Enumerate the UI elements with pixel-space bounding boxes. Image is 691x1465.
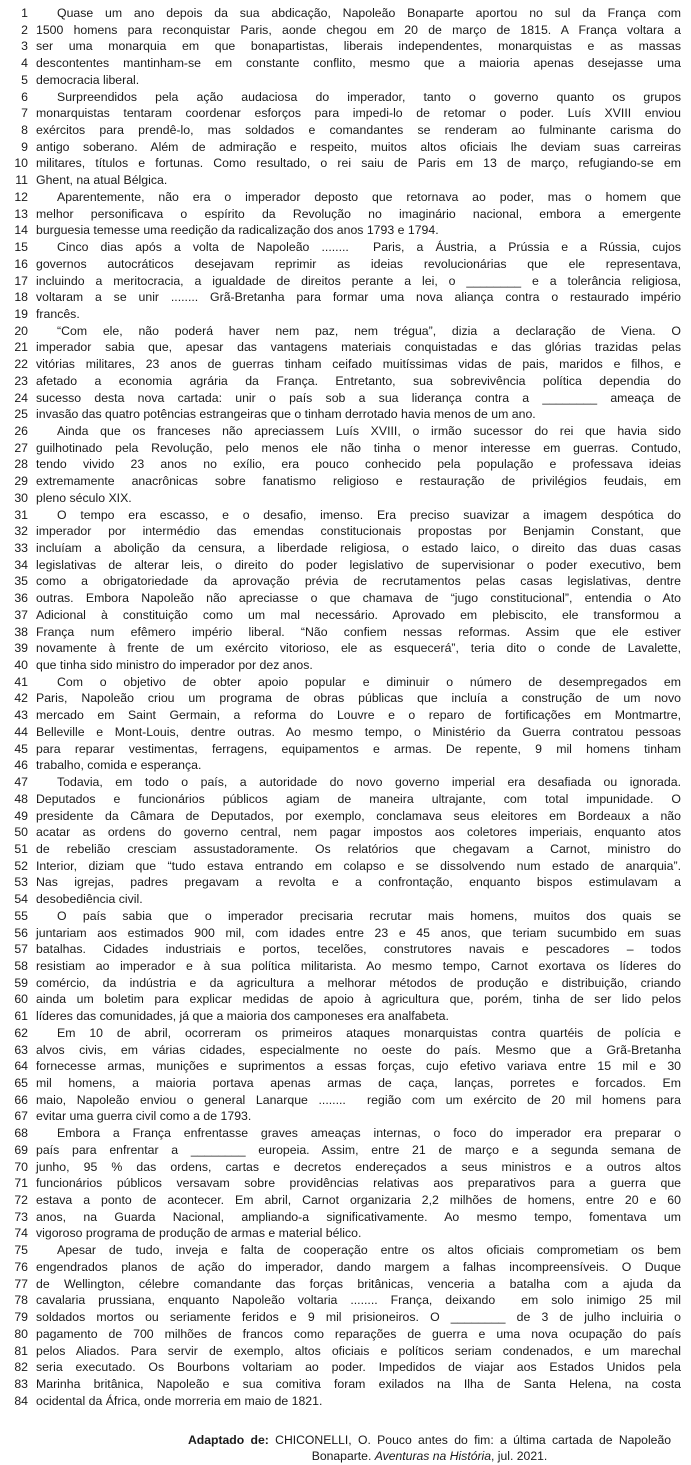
text-line — [8, 573, 681, 590]
line-number: 30 — [14, 490, 28, 505]
text-line — [8, 1159, 681, 1176]
line-number: 11 — [15, 173, 28, 188]
line-text: Apesar de tudo, inveja e falta de cooperação entre os altos oficiais comprometiam os bem — [57, 1243, 681, 1258]
line-text: resistiam ao imperador e à sua política militarista. Ao mesmo tempo, Carnot exortava os líderes do — [36, 958, 681, 973]
line-text: estava a ponto de acontecer. Em abril, Carnot organizaria 2,2 milhões de homens, entre 20 e 60 — [36, 1193, 681, 1208]
text-line — [8, 707, 681, 724]
line-text: Adicional à constituição como um mal necessário. Aprovado em plebiscito, ele transformou a — [36, 607, 681, 622]
line-number: 47 — [14, 775, 28, 790]
text-line — [8, 1309, 681, 1326]
line-text: como a obrigatoriedade da aprovação prévia de recrutamentos pelas casas legislativas, dentre — [36, 574, 681, 589]
line-text: exércitos para prendê-lo, mas soldados e comandantes se renderam ao fulminante carisma do — [36, 123, 681, 138]
line-number: 2 — [21, 22, 28, 37]
text-line — [8, 958, 681, 975]
line-text: pleno século XIX. — [36, 490, 132, 505]
line-text: mercado em Saint Germain, a reforma do Louvre e o reparo de fortificações em Montmartre, — [36, 708, 681, 723]
text-line — [8, 373, 681, 390]
line-text: antigo soberano. Além de admiração e respeito, muitos altos oficiais lhe deviam suas carreiras — [36, 139, 681, 154]
line-number: 71 — [14, 1176, 28, 1191]
line-number: 27 — [14, 440, 28, 455]
text-line — [8, 172, 681, 189]
line-text: soldados mortos ou seriamente feridos e 9 mil prisioneiros. O ________ de 3 de julho incluiria o — [36, 1310, 681, 1325]
line-number: 53 — [14, 875, 28, 890]
text-line — [8, 1058, 681, 1075]
line-text: de Wellington, célebre comandante das forças britânicas, venceria a batalha com a ajuda da — [36, 1276, 681, 1291]
text-line — [8, 590, 681, 607]
line-text: legislativas de alterar leis, o direito do poder legislativo de supervisionar o poder executivo, bem — [36, 557, 681, 572]
line-number: 77 — [14, 1276, 28, 1291]
text-line — [8, 908, 681, 925]
line-text: anos, na Guarda Nacional, ampliando-a significativamente. Ao mesmo tempo, fomentava um — [36, 1209, 681, 1224]
text-line — [8, 640, 681, 657]
line-text: trabalho, comida e esperança. — [36, 758, 202, 773]
text-line — [8, 774, 681, 791]
line-number: 73 — [14, 1209, 28, 1224]
line-text: fornecesse armas, munições e suprimentos a essas forças, cujo efetivo variava entre 15 mil e 30 — [36, 1059, 681, 1074]
line-number: 44 — [14, 724, 28, 739]
line-number: 22 — [14, 357, 28, 372]
text-line — [8, 1359, 681, 1376]
line-text: engendrados planos de ação do imperador, dando margem a falhas incompreensíveis. O Duque — [36, 1259, 681, 1274]
text-line — [8, 1343, 681, 1360]
line-number: 64 — [14, 1059, 28, 1074]
line-text: O tempo era escasso, e o desafio, imenso. Era preciso suavizar a imagem despótica do — [57, 507, 681, 522]
line-number: 62 — [14, 1025, 28, 1040]
text-line — [8, 1376, 681, 1393]
line-number: 16 — [14, 256, 28, 271]
line-number: 20 — [14, 323, 28, 338]
line-text: Surpreendidos pela ação audaciosa do imperador, tanto o governo quanto os grupos — [57, 89, 681, 104]
line-number: 26 — [14, 423, 28, 438]
line-text: tendo vivido 23 anos no exílio, era pouco conhecido pela população e professava ideias — [36, 457, 681, 472]
line-text: acatar as ordens do governo central, nem pagar impostos aos coletores imperiais, enquanto atos — [36, 825, 681, 840]
line-number: 74 — [14, 1226, 28, 1241]
line-number: 76 — [14, 1259, 28, 1274]
line-number: 59 — [14, 975, 28, 990]
line-text: burguesia temesse uma reedição da radicalização dos anos 1793 e 1794. — [36, 223, 439, 238]
line-number: 36 — [14, 591, 28, 606]
line-text: batalhas. Cidades industriais e portos, tecelões, construtores navais e pescadores – todos — [36, 942, 681, 957]
line-text: militares, títulos e fortunas. Como resultado, o rei saiu de Paris em 13 de março, refugiando-se em — [36, 156, 681, 171]
line-number: 33 — [14, 541, 28, 555]
line-number: 34 — [14, 557, 28, 572]
line-number: 38 — [14, 624, 28, 639]
text-line — [8, 406, 681, 423]
text-line — [8, 456, 681, 473]
text-line — [8, 975, 681, 992]
line-number: 37 — [14, 607, 28, 622]
text-line — [8, 423, 681, 440]
text-line — [8, 256, 681, 273]
line-text: junho, 95 % das ordens, cartas e decretos endereçados a seus ministros e a outros altos — [36, 1159, 681, 1174]
text-line — [8, 841, 681, 858]
line-text: incluíam a abolição da censura, a liberdade religiosa, o estado laico, o direito das duas casas — [36, 541, 681, 555]
line-text: monarquistas tentaram coordenar esforços para impedi-lo de retomar o poder. Luís XVIII enviou — [36, 106, 681, 121]
line-number: 39 — [14, 641, 28, 656]
line-number: 67 — [14, 1109, 28, 1124]
line-number: 10 — [14, 156, 28, 171]
text-line — [8, 808, 681, 825]
line-text: Belleville e Mont-Louis, dentre outras. Ao mesmo tempo, o Ministério da Guerra contratou pessoas — [36, 724, 681, 739]
line-text: presidente da Câmara de Deputados, por exemplo, conclamava seus eleitores em Bordeaux a não — [36, 808, 681, 823]
text-line — [8, 791, 681, 808]
line-number: 43 — [14, 708, 28, 723]
line-number: 21 — [14, 340, 28, 355]
line-number: 24 — [14, 390, 28, 405]
line-number: 15 — [14, 240, 28, 255]
line-text: francês. — [36, 306, 80, 321]
text-line — [8, 356, 681, 373]
line-text: para reparar vestimentas, ferragens, equipamentos e armas. De repente, 9 mil homens tinham — [36, 741, 681, 756]
line-number: 6 — [21, 89, 28, 104]
text-line — [8, 1259, 681, 1276]
line-number: 42 — [14, 691, 28, 706]
text-line — [8, 490, 681, 507]
line-number: 9 — [21, 139, 28, 154]
text-line — [8, 22, 681, 39]
line-number: 70 — [14, 1159, 28, 1174]
line-number: 55 — [14, 908, 28, 923]
line-text: vitórias militares, 23 anos de guerras tinham ceifado muitíssimas vidas de pais, maridos e filhos, e — [36, 357, 681, 372]
text-line — [8, 390, 681, 407]
line-text: ser uma monarquia em que bonapartistas, liberais independentes, monarquistas e as massas — [36, 39, 681, 54]
line-text: voltaram a se unir ........ Grã-Bretanha para formar uma nova aliança contra o restaurado império — [36, 290, 681, 305]
line-text: “Com ele, não poderá haver nem paz, nem trégua”, dizia a declaração de Viena. O — [57, 323, 681, 338]
text-line — [8, 1125, 681, 1142]
line-number: 61 — [14, 1009, 28, 1024]
line-text: sucesso desta nova cartada: unir o país sob a sua liderança contra a ________ ameaça de — [36, 390, 681, 405]
line-text: Deputados e funcionários públicos agiam de maneira ultrajante, com total impunidade. O — [36, 791, 681, 806]
line-number: 51 — [14, 841, 28, 856]
text-line — [8, 440, 681, 457]
text-line — [8, 1209, 681, 1226]
line-number: 28 — [14, 457, 28, 472]
line-text: mil homens, a maioria portava apenas armas de caça, lanças, porretes e forcados. Em — [36, 1076, 681, 1090]
text-line — [8, 1276, 681, 1293]
line-number: 68 — [14, 1126, 28, 1141]
line-number: 40 — [14, 658, 28, 673]
line-number: 7 — [21, 106, 28, 121]
text-line — [8, 1225, 681, 1242]
line-number: 18 — [14, 290, 28, 305]
line-text: Ghent, na atual Bélgica. — [36, 173, 168, 188]
line-number: 49 — [14, 808, 28, 823]
line-number: 84 — [14, 1393, 28, 1408]
line-number: 19 — [14, 306, 28, 321]
line-text: descontentes mantinham-se em constante conflito, mesmo que a maioria apenas desejasse uma — [36, 56, 681, 71]
text-line — [8, 339, 681, 356]
text-line — [8, 189, 681, 206]
line-text: invasão das quatro potências estrangeiras que o tinham derrotado havia menos de um ano. — [36, 407, 536, 422]
text-line — [8, 222, 681, 239]
line-text: Nas igrejas, padres pregavam a revolta e a confrontação, enquanto bispos estimulavam a — [36, 875, 681, 890]
line-text: cavalaria prussiana, enquanto Napoleão voltaria ........ França, deixando em solo inimigo 25 mil — [36, 1293, 681, 1308]
text-line — [8, 323, 681, 340]
text-line — [8, 607, 681, 624]
line-text: extremamente anacrônicas sobre fanatismo religioso e restauração de privilégios feudais, em — [36, 474, 681, 489]
line-text: alvos civis, em várias cidades, especialmente no oeste do país. Mesmo que a Grã-Bretanha — [36, 1042, 681, 1057]
line-number: 46 — [14, 758, 28, 773]
line-number: 63 — [14, 1042, 28, 1057]
line-text: Todavia, em todo o país, a autoridade do novo governo imperial era desafiada ou ignorada. — [57, 775, 681, 790]
line-number: 13 — [14, 206, 28, 221]
line-number: 65 — [14, 1076, 28, 1090]
line-number: 4 — [21, 56, 28, 71]
line-text: pelos Aliados. Para servir de exemplo, altos oficiais e políticos seriam condenados, e um marechal — [36, 1343, 681, 1358]
text-line — [8, 523, 681, 540]
text-line — [8, 1242, 681, 1259]
text-line — [8, 89, 681, 106]
line-text: Marinha britânica, Napoleão e sua comitiva foram exilados na Ilha de Santa Helena, na costa — [36, 1376, 681, 1391]
text-line — [8, 1192, 681, 1209]
line-number: 29 — [14, 474, 28, 489]
citation — [188, 1433, 671, 1464]
text-line — [8, 473, 681, 490]
line-text: desobediência civil. — [36, 892, 143, 907]
text-line — [8, 991, 681, 1008]
text-line — [8, 1075, 681, 1092]
line-text: Embora a França enfrentasse graves ameaças internas, o foco do imperador era preparar o — [57, 1126, 681, 1141]
text-line — [8, 139, 681, 156]
line-text: 1500 homens para reconquistar Paris, aonde chegou em 20 de março de 1815. A França voltara a — [36, 22, 681, 37]
line-number: 5 — [21, 72, 28, 87]
text-line — [8, 1393, 681, 1410]
line-text: Em 10 de abril, ocorreram os primeiros ataques monarquistas contra quartéis de polícia e — [57, 1025, 681, 1040]
citation-suffix: , jul. 2021. — [491, 1448, 548, 1463]
line-number: 52 — [14, 858, 28, 873]
line-number: 72 — [14, 1193, 28, 1208]
line-text: líderes das comunidades, já que a maioria dos camponeses era analfabeta. — [36, 1009, 449, 1024]
text-line — [8, 757, 681, 774]
text-line — [8, 690, 681, 707]
line-number: 66 — [14, 1092, 28, 1107]
text-line — [8, 55, 681, 72]
line-text: O país sabia que o imperador precisaria recrutar mais homens, muitos dos quais se — [57, 908, 681, 923]
line-text: seria executado. Os Bourbons voltariam ao poder. Impedidos de viajar aos Estados Unidos pela — [36, 1360, 681, 1375]
text-line — [8, 306, 681, 323]
line-text: Ainda que os franceses não apreciassem Luís XVIII, o irmão sucessor do rei que havia sido — [57, 423, 681, 438]
line-text: funcionários públicos versavam sobre providências relativas aos preparativos para a guerra que — [36, 1176, 681, 1191]
line-text: juntariam aos estimados 900 mil, com idades entre 23 e 45 anos, que teriam sucumbido em suas — [36, 925, 681, 940]
line-text: evitar uma guerra civil como a de 1793. — [36, 1109, 252, 1124]
line-text: maio, Napoleão enviou o general Lanarque ........ região com um exército de 20 mil homens para — [36, 1092, 681, 1107]
line-number: 57 — [14, 942, 28, 957]
line-number: 23 — [14, 373, 28, 388]
text-line — [8, 206, 681, 223]
text-line — [8, 941, 681, 958]
reading-passage — [8, 5, 681, 1409]
text-line — [8, 674, 681, 691]
text-line — [8, 122, 681, 139]
line-number: 58 — [14, 958, 28, 973]
text-line — [8, 1175, 681, 1192]
line-number: 83 — [14, 1376, 28, 1391]
text-line — [8, 1025, 681, 1042]
line-text: ocidental da África, onde morreria em maio de 1821. — [36, 1393, 323, 1408]
line-text: comércio, da indústria e da agricultura a melhorar métodos de produção e distribuição, criando — [36, 975, 681, 990]
line-text: incluindo a meritocracia, a igualdade de direitos perante a lei, o ________ e a tolerância religiosa, — [36, 273, 681, 288]
text-line — [8, 273, 681, 290]
text-line — [8, 1292, 681, 1309]
line-number: 25 — [14, 407, 28, 422]
text-line — [8, 824, 681, 841]
line-text: guilhotinado pela Revolução, pelo menos ele não tinha o menor interesse em guerras. Contudo, — [36, 440, 681, 455]
line-text: França num efêmero império liberal. “Não confiem nessas reformas. Assim que ele estiver — [36, 624, 681, 639]
line-number: 69 — [14, 1142, 28, 1157]
text-line — [8, 289, 681, 306]
text-line — [8, 741, 681, 758]
line-number: 82 — [14, 1360, 28, 1375]
line-text: que tinha sido ministro do imperador por dez anos. — [36, 658, 313, 673]
citation-work-title: Aventuras na História — [374, 1448, 492, 1463]
line-number: 32 — [14, 524, 28, 539]
line-text: pagamento de 700 milhões de francos como reparações de guerra e uma nova ocupação do país — [36, 1326, 681, 1341]
line-text: melhor personificava o espírito da Revolução no imaginário nacional, embora a emergente — [36, 206, 681, 221]
text-line — [8, 858, 681, 875]
text-line — [8, 557, 681, 574]
line-text: imperador sabia que, apesar das vantagens materiais conquistadas e das glórias trazidas pelas — [36, 340, 681, 355]
line-number: 17 — [14, 273, 28, 288]
text-line — [8, 38, 681, 55]
text-line — [8, 507, 681, 524]
line-number: 35 — [14, 574, 28, 589]
line-number: 79 — [14, 1310, 28, 1325]
text-line — [8, 540, 681, 557]
text-line — [8, 657, 681, 674]
text-line — [8, 724, 681, 741]
line-number: 54 — [14, 892, 28, 907]
text-line — [8, 874, 681, 891]
line-number: 48 — [14, 791, 28, 806]
line-number: 50 — [14, 825, 28, 840]
line-text: vigoroso programa de produção de armas e material bélico. — [36, 1226, 362, 1241]
line-text: Aparentemente, não era o imperador deposto que retornava ao poder, mas o homem que — [57, 189, 681, 204]
line-number: 56 — [14, 925, 28, 940]
text-line — [8, 925, 681, 942]
line-number: 3 — [21, 39, 28, 54]
text-line — [8, 1142, 681, 1159]
line-text: Quase um ano depois da sua abdicação, Napoleão Bonaparte aportou no sul da França com — [57, 6, 681, 20]
text-line — [8, 891, 681, 908]
citation-body: CHICONELLI, O. Pouco antes do fim: a última cartada de Napoleão Bonaparte. — [268, 1433, 671, 1463]
line-number: 81 — [14, 1343, 28, 1358]
line-text: Paris, Napoleão criou um programa de obras públicas que incluía a construção de um novo — [36, 691, 681, 706]
line-number: 60 — [14, 992, 28, 1007]
line-number: 12 — [14, 189, 28, 204]
line-text: afetado a economia agrária da França. Entretanto, sua sobrevivência política dependia do — [36, 373, 681, 388]
line-number: 75 — [14, 1243, 28, 1258]
text-line — [8, 1008, 681, 1025]
line-text: Com o objetivo de obter apoio popular e diminuir o número de desempregados em — [57, 674, 681, 689]
line-text: novamente à frente de um exército vitorioso, ele as esquecerá”, teria dito o conde de Lavalette, — [36, 641, 681, 656]
line-number: 80 — [14, 1326, 28, 1341]
line-number: 8 — [21, 123, 28, 138]
line-number: 78 — [14, 1293, 28, 1308]
line-text: Cinco dias após a volta de Napoleão ........ Paris, a Áustria, a Prússia e a Rússia, cujos — [57, 240, 681, 255]
line-text: ainda um boletim para explicar medidas de apoio à agricultura que, porém, tinha de ser lido pelos — [36, 992, 681, 1007]
text-line — [8, 239, 681, 256]
text-line — [8, 105, 681, 122]
citation-prefix: Adaptado de: — [188, 1433, 269, 1448]
line-number: 1 — [21, 6, 28, 20]
line-text: democracia liberal. — [36, 72, 140, 87]
line-number: 14 — [14, 223, 28, 238]
line-number: 31 — [14, 507, 28, 522]
line-text: imperador por intermédio das emendas constitucionais propostas por Benjamin Constant, que — [36, 524, 681, 539]
line-number: 41 — [14, 674, 28, 689]
text-line — [8, 1092, 681, 1109]
line-text: outras. Embora Napoleão não apreciasse o que chamava de “jugo constitucional”, entendia o Ato — [36, 591, 681, 606]
text-line — [8, 1326, 681, 1343]
line-text: de rebelião cresciam assustadoramente. Os relatórios que chegavam a Carnot, ministro do — [36, 841, 681, 856]
text-line — [8, 155, 681, 172]
text-line — [8, 1108, 681, 1125]
text-line — [8, 1042, 681, 1059]
line-text: governos autocráticos desejavam reprimir as ideias revolucionárias que ele representava, — [36, 256, 681, 271]
text-line — [8, 624, 681, 641]
line-text: país para enfrentar a ________ europeia. Assim, entre 21 de março e a segunda semana de — [36, 1142, 681, 1157]
text-line — [8, 5, 681, 22]
line-number: 45 — [14, 741, 28, 756]
line-text: Interior, diziam que “tudo estava entrando em colapso e se dissolvendo num estado de anarquia”. — [36, 858, 681, 873]
text-line — [8, 72, 681, 89]
